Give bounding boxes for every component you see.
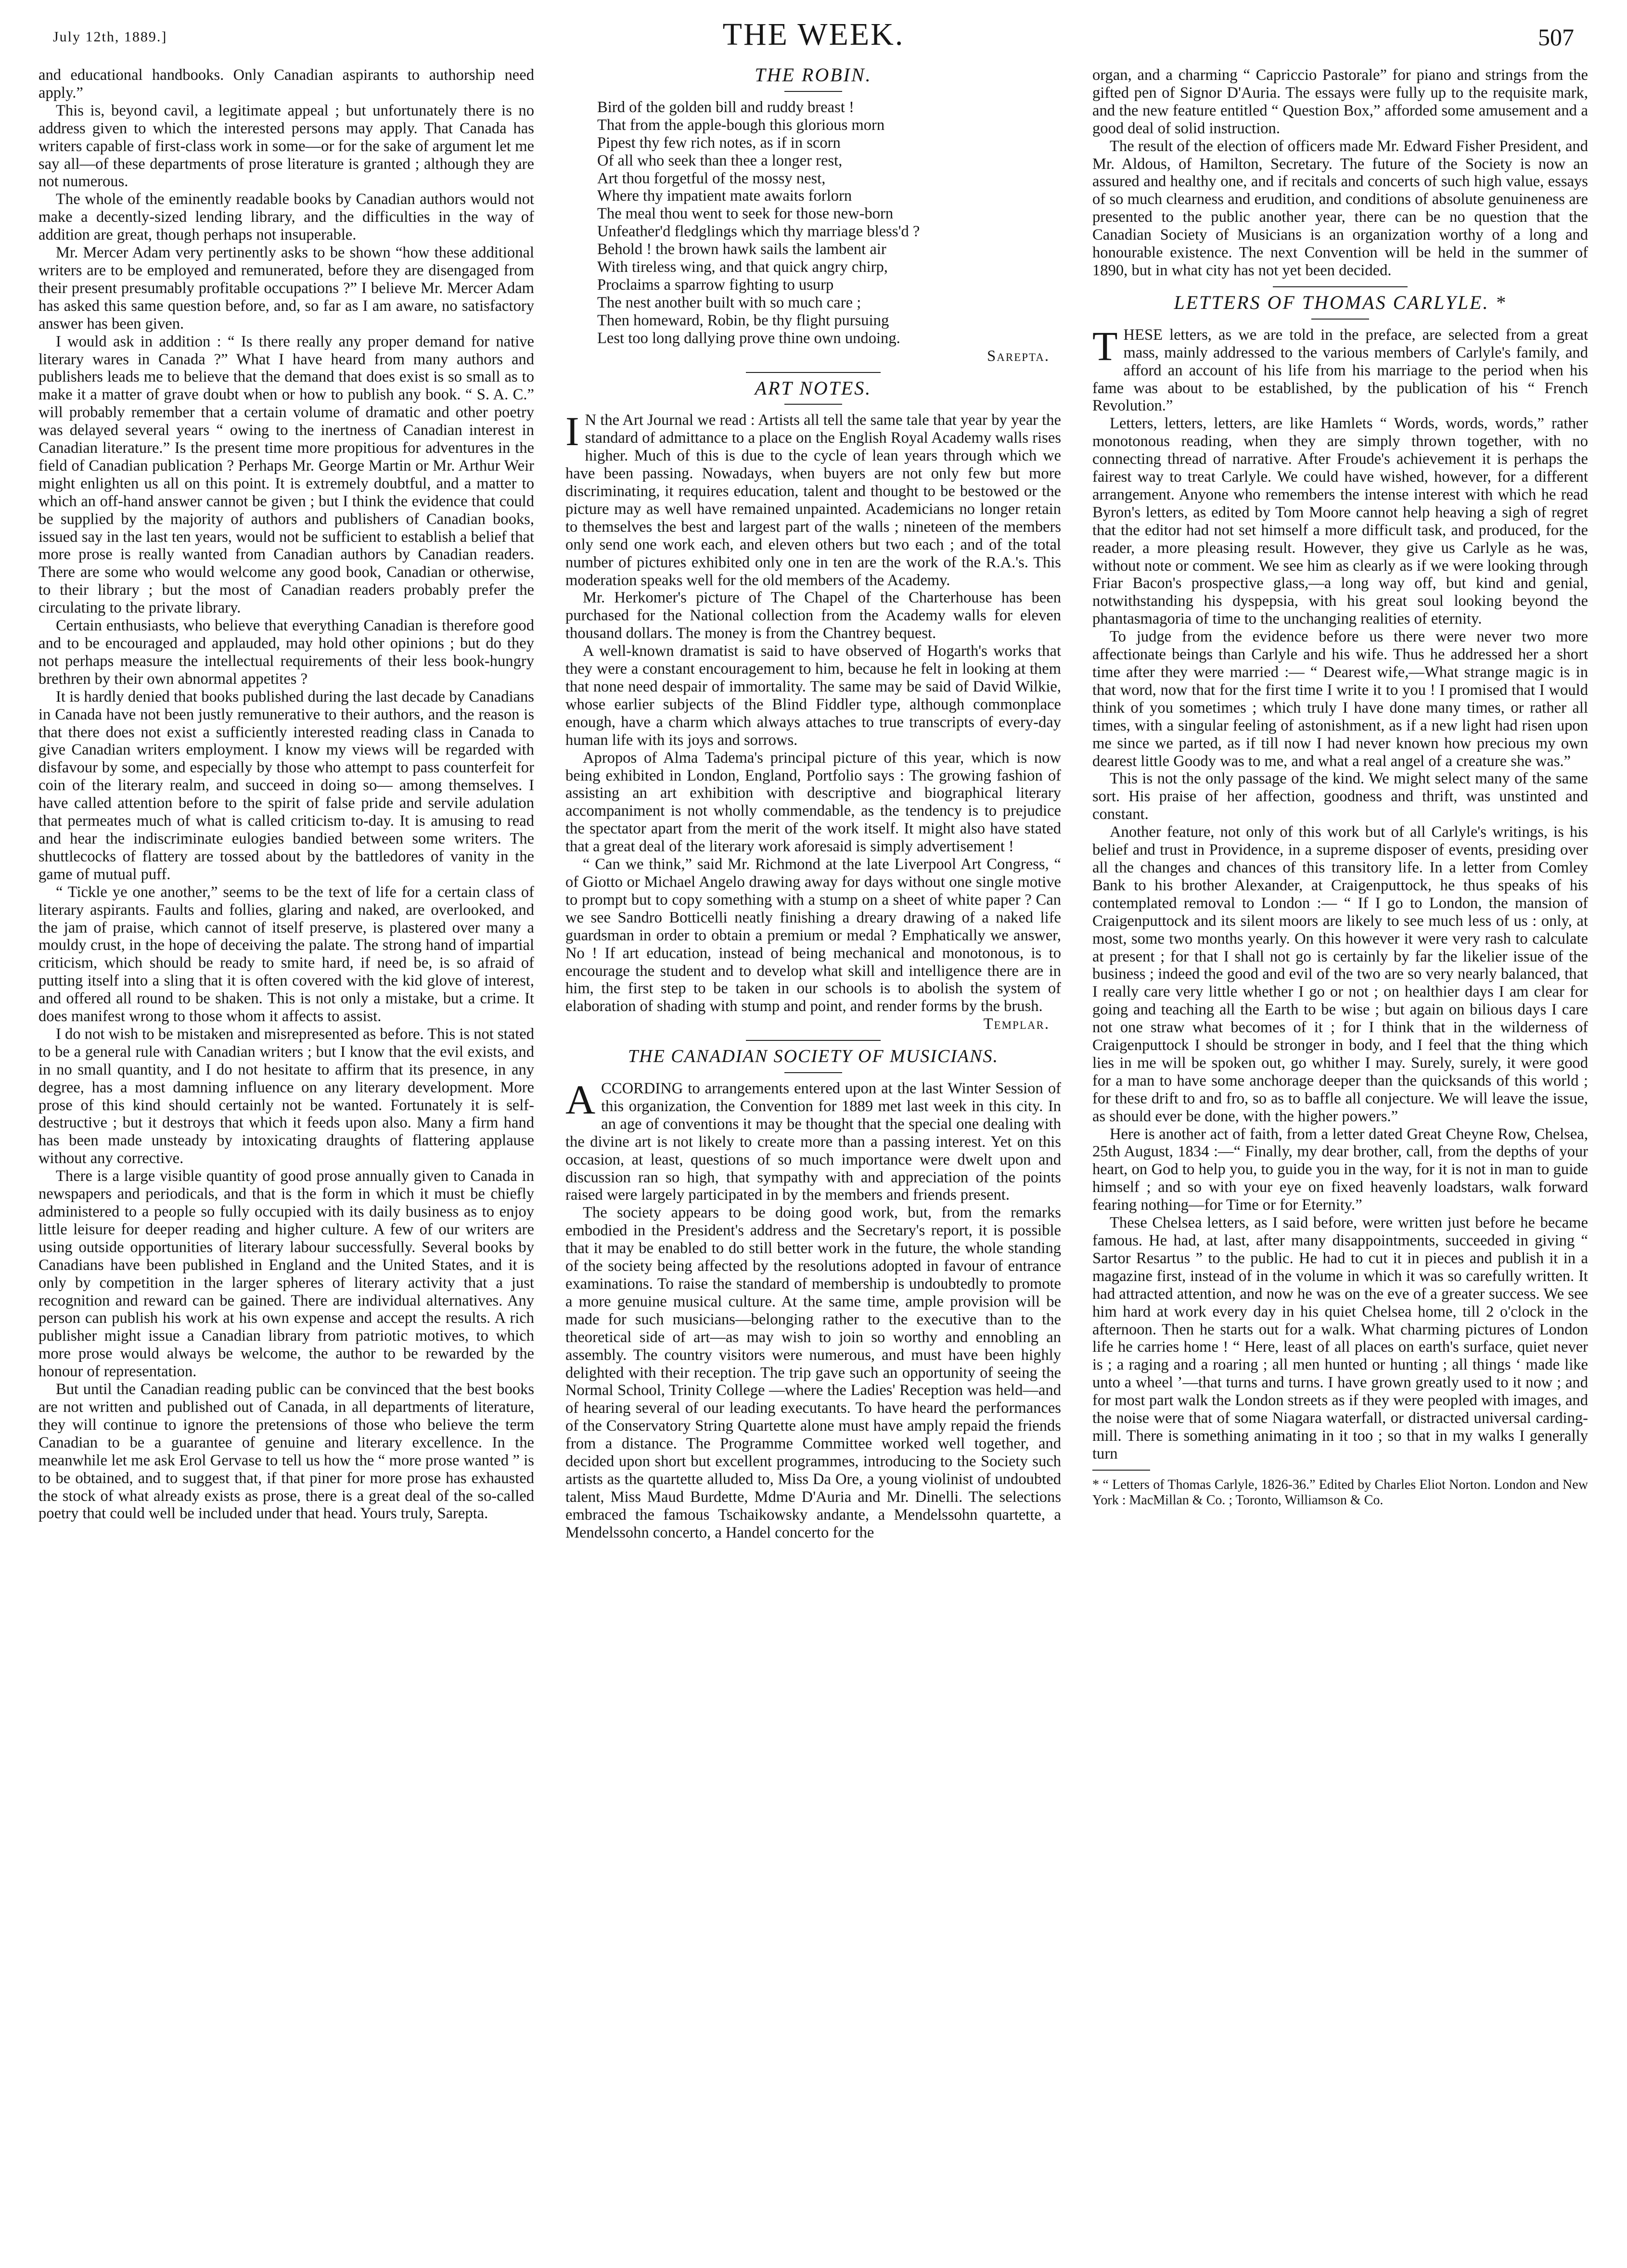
article-paragraph: and educational handbooks. Only Canadian aspirants to authorship need apply.” (38, 66, 534, 102)
title-rule (1311, 319, 1369, 320)
society-title: THE CANADIAN SOCIETY OF MUSICIANS. (628, 1046, 999, 1067)
article-paragraph: This is, beyond cavil, a legitimate appeal ; but unfortunately there is no address given to which the interested persons may apply. That Canada has writers capable of first-class work in some—or for the sake of argument let me say all—of these departments of prose literature is granted ; although they are not numerous. (38, 102, 534, 191)
carlyle-title: LETTERS OF THOMAS CARLYLE. * (1174, 291, 1507, 313)
drop-cap: A (565, 1076, 596, 1123)
page-number: 507 (1538, 24, 1574, 51)
poem-line: Where thy impatient mate awaits forlorn (597, 187, 852, 205)
section-rule (746, 372, 881, 373)
poem-line: Proclaims a sparrow fighting to usurp (597, 276, 834, 294)
title-rule (784, 91, 842, 92)
article-paragraph: Certain enthusiasts, who believe that everything Canadian is therefore good and to be encouraged and applauded, may hold other opinions ; but do they not perhaps measure the intellectual requirements of their less book-hungry brethren by their own abnormal appetites ? (38, 617, 534, 688)
poem-line: That from the apple-bough this glorious morn (597, 116, 885, 134)
poem-line: Lest too long dallying prove thine own undoing. (597, 329, 900, 347)
drop-cap: T (1092, 322, 1118, 369)
poem-title: THE ROBIN. (755, 66, 872, 86)
poem-line: Behold ! the brown hawk sails the lambent air (597, 241, 886, 258)
issue-date: July 12th, 1889.] (53, 29, 167, 45)
poem-line: Bird of the golden bill and ruddy breast ! (597, 98, 854, 116)
article-paragraph: THESE letters, as we are told in the preface, are selected from a great mass, mainly addressed to the various members of Carlyle's family, and afford an account of his life from his marriage to the period when his fame was about to be established, by the publication of his “ French Revolution.” (1092, 322, 1588, 415)
article-paragraph: But until the Canadian reading public can be convinced that the best books are not written and published out of Canada, in all departments of literature, they will continue to ignore the pretensions of those who believe the term Canadian to be a guarantee of genuine and literary excellence. In the meanwhile let me ask Erol Gervase to tell us how the “ more prose wanted ” is to be obtained, and to suggest that, if that piner for more prose has exhausted the stock of what already exists as prose, there is a great deal of the so-called poetry that could well be included under that head. Yours truly, Sarepta. (38, 1381, 534, 1523)
article-paragraph: The whole of the eminently readable books by Canadian authors would not make a decently-sized lending library, and the difficulties in the way of addition are great, though perhaps not insuperable. (38, 191, 534, 244)
article-paragraph: organ, and a charming “ Capriccio Pastorale” for piano and strings from the gifted pen of Signor D'Auria. The essays were fully up to the requisite mark, and the new feature entitled “ Question Box,” afforded some amusement and a good deal of solid instruction. (1092, 66, 1588, 137)
article-paragraph: Here is another act of faith, from a letter dated Great Cheyne Row, Chelsea, 25th August, 1834 :—“ Finally, my dear brother, call, from the depths of your heart, on God to help you, to guide you in the way, for it is not in man to guide himself ; and so with your eye on fixed heavenly loadstars, walk forward fearing nothing—for Time or for Eternity.” (1092, 1125, 1588, 1214)
masthead (38, 13, 1589, 70)
article-paragraph: “ Can we think,” said Mr. Richmond at the late Liverpool Art Congress, “ of Giotto or Michael Angelo drawing away for days without one single motive to prompt but to copy something with a stump on a sheet of white paper ? Can we see Sandro Botticelli neatly finishing a dreary drawing of a naked life guardsman in order to obtain a premium or medal ? Emphatically we answer, No ! If art education, instead of being mechanical and monotonous, is to encourage the student and to develop what skill and intelligence there are in him, the first step to be taken in our schools is to abolish the system of elaboration of shading with stump and point, and render forms by the brush. (565, 856, 1061, 1015)
section-rule (1273, 286, 1408, 287)
article-paragraph: ACCORDING to arrangements entered upon at the last Winter Session of this organization, the Convention for 1889 met last week in this city. In an age of conventions it may be thought that the special one dealing with the divine art is not likely to create more than a passing interest. Yet on this occasion, at least, questions of so much importance were dwelt upon and discussion ran so high, that sympathy with and appreciation of the points raised were largely participated in by the members and friends present. (565, 1076, 1061, 1204)
poem-line: Then homeward, Robin, be thy flight pursuing (597, 311, 889, 329)
article-paragraph: This is not the only passage of the kind. We might select many of the same sort. His praise of her affection, goodness and thrift, was unstinted and constant. (1092, 770, 1588, 823)
poem-line: The meal thou went to seek for those new-born (597, 205, 894, 223)
title-rule (784, 1072, 842, 1073)
footnote: * “ Letters of Thomas Carlyle, 1826-36.” Edited by Charles Eliot Norton. London and New York : MacMillan & Co. ; Toronto, Williamson & Co. (1092, 1477, 1588, 1508)
column-middle (565, 66, 1061, 2246)
article-paragraph: Another feature, not only of this work but of all Carlyle's writings, is his belief and trust in Providence, in a supreme disposer of events, presiding over all the changes and chances of this transitory life. In a letter from Comley Bank to his brother Alexander, at Craigenputtock, he thus speaks of his contemplated removal to London :— “ If I go to London, the mansion of Craigenputtock and its silent moors are likely to see much less of us : only, at most, some two months yearly. On this however it were very rash to calculate at present ; for that I shall not go is certainly by far the likelier issue of the business ; indeed the good and evil of the two are so very nearly balanced, that I really care very little whether I go or not ; on healthier days I am clear for going and teaching all the Earth to be wise ; but again on bilious days I care not one straw what becomes of it ; for I think that in the wilderness of Craigenputtock I should be stronger in body, and I feel that the thing which lies in me will be spoken out, go whither I may. Surely, surely, it were good for a man to have some anchorage deeper than the quicksands of this world ; for these drift to and fro, so as to baffle all conjecture. We will leave the issue, as should ever be done, with the higher powers.” (1092, 823, 1588, 1125)
article-paragraph: I N the Art Journal we read : Artists all tell the same tale that year by year the standard of admittance to a place on the English Royal Academy walls rises higher. Much of this is due to the cycle of lean years through which we have been passing. Nowadays, when buyers are not only few but more discriminating, it requires education, talent and thought to be bestowed or the picture may as well have remained unpainted. Academicians no longer retain to themselves the best and largest part of the walls ; nineteen of the members only send one work each, and eleven others but two each ; and of the total number of pictures exhibited only one in ten are the work of the R.A.'s. This moderation speaks well for the old members of the Academy. (565, 408, 1061, 589)
title-rule (784, 404, 842, 405)
publication-title: THE WEEK. (722, 17, 905, 52)
poem-line: Of all who seek than thee a longer rest, (597, 152, 843, 169)
poem-line: Pipest thy few rich notes, as if in scorn (597, 134, 841, 152)
poem-signature: Sarepta. (987, 347, 1050, 365)
drop-cap: I (565, 408, 579, 455)
footnote-rule (1092, 1470, 1150, 1471)
article-paragraph: Letters, letters, letters, are like Hamlets “ Words, words, words,” rather monotonous reading, when they are simply thrown together, with no connecting thread of narrative. After Froude's achievement it is perhaps the fairest way to treat Carlyle. We could have wished, however, for a different arrangement. Anyone who remembers the intense interest with which he read Byron's letters, as edited by Tom Moore cannot help heaving a sigh of regret that the editor had not set himself a more difficult task, and produced, for the reader, a more pleasing result. However, they give us Carlyle as he was, without note or comment. We see him as clearly as if we were looking through Friar Bacon's prospective glass,—a long way off, but kind and genial, notwithstanding his dyspepsia, with his great soul looking beyond the phantasmagoria of time to the unchanging realities of eternity. (1092, 415, 1588, 628)
art-notes-signature: Templar. (983, 1015, 1050, 1033)
article-paragraph: The society appears to be doing good work, but, from the remarks embodied in the President's address and the Secretary's report, it is possible that it may be enabled to do still better work in the future, the whole standing of the society being affected by the resolutions adopted in favour of entrance examinations. To raise the standard of membership is undoubtedly to promote a more genuine musical culture. At the same time, ample provision will be made for such musicians—belonging rather to the executive than to the theoretical side of art—as may wish to join so worthy and ennobling an assembly. The country visitors were numerous, and must have been highly delighted with their reception. The trip gave such an opportunity of seeing the Normal School, Trinity College —where the Ladies' Reception was held—and of hearing several of our leading executants. To have heard the performances of the Conservatory String Quartette alone must have amply repaid the friends from a distance. The Programme Committee worked well together, and decided upon short but excellent programmes, introducing to the Society such artists as the quartette alluded to, Miss Da Ore, a young violinist of undoubted talent, Miss Maud Burdette, Mdme D'Auria and Mr. Dinelli. The selections embraced the famous Tschaikowsky andante, a Mendelssohn quartette, a Mendelssohn concerto, a Handel concerto for the (565, 1204, 1061, 1541)
poem-line: Art thou forgetful of the mossy nest, (597, 169, 826, 187)
article-paragraph: “ Tickle ye one another,” seems to be the text of life for a certain class of literary aspirants. Faults and follies, glaring and naked, are overlooked, and the jam of praise, which cannot of itself preserve, is plastered over many a mouldy crust, in the hope of deceiving the palate. The strong hand of impartial criticism, which should be ready to smite hard, if need be, is so afraid of putting itself into a sling that it is often covered with the kid glove of interest, and offered all round to be shaken. This is not only a mistake, but a crime. It does manifest wrong to those whom it affects to assist. (38, 883, 534, 1025)
poem-line: With tireless wing, and that quick angry chirp, (597, 258, 888, 276)
article-paragraph: Mr. Mercer Adam very pertinently asks to be shown “how these additional writers are to be employed and remunerated, before they are disengaged from their present presumably profitable occupations ?” I believe Mr. Mercer Adam has asked this same question before, and, so far as I am aware, no satisfactory answer has been given. (38, 244, 534, 333)
section-rule (746, 1040, 881, 1041)
article-paragraph: Mr. Herkomer's picture of The Chapel of the Charterhouse has been purchased for the National collection from the Academy walls for eleven thousand dollars. The money is from the Chantrey bequest. (565, 589, 1061, 642)
article-paragraph: There is a large visible quantity of good prose annually given to Canada in newspapers and periodicals, and that is the form in which it must be chiefly administered to a people so fully occupied with its daily business as to enjoy little leisure for deeper reading and higher culture. A few of our writers are using outside opportunities of literary labour successfully. Several books by Canadians have been published in England and the United States, and it is only by competition in the larger spheres of literary activity that a just recognition and reward can be gained. There are individual alternatives. Any person can publish his work at his own expense and accept the results. A rich publisher might issue a Canadian library from patriotic motives, to which more prose would always be welcome, the author to be rewarded by the honour of representation. (38, 1167, 534, 1381)
poem-line: Unfeather'd fledglings which thy marriage bless'd ? (597, 223, 920, 241)
art-notes-title: ART NOTES. (755, 377, 872, 399)
article-paragraph: To judge from the evidence before us there were never two more affectionate beings than Carlyle and his wife. Thus he addressed her a short time after they were married :— “ Dearest wife,—What strange magic is in that word, now that for the first time I write it to you ! I promised that I would think of you sometimes ; which truly I have done many times, or rather all times, with a singular feeling of astonishment, as if a new light had risen upon me since we parted, as if till now I had never known how precious my own dearest little Goody was to me, and what a real angel of a creature she was.” (1092, 628, 1588, 770)
article-paragraph: These Chelsea letters, as I said before, were written just before he became famous. He had, at last, after many disappointments, succeeded in giving “ Sartor Resartus ” to the public. He had to cut it in pieces and publish it in a magazine first, instead of in the volume in which it was so carefully written. It had attracted attention, and now he was on the eve of a greater success. We see him hard at work every day in his quiet Chelsea home, till 2 o'clock in the afternoon. Then he starts out for a walk. What charming pictures of London life he carries home ! “ Here, least of all places on earth's surface, quiet never is ; a raging and a roaring ; all men hunted or hunting ; all things ‘ made like unto a wheel ’—that turns and turns. I have grown greatly used to it now ; and for most part walk the London streets as if they were peopled with images, and the noise were that of some Niagara waterfall, or distracted universal carding-mill. There is something animating in it too ; so that in my walks I generally turn (1092, 1214, 1588, 1462)
poem-body (565, 99, 1061, 347)
article-paragraph: I would ask in addition : “ Is there really any proper demand for native literary wares in Canada ?” What I have heard from many authors and publishers leads me to believe that the demand that does exist is so small as to make it a matter of grave doubt when or how to publish any book. “ S. A. C.” will probably remember that a certain volume of dramatic and other poetry was delayed several years “ owing to the inertness of Canadian interest in Canadian literature.” Is the present time more propitious for adventures in the field of Canadian publication ? Perhaps Mr. George Martin or Mr. Arthur Weir might enlighten us all on this point. It is extremely doubtful, and a matter to which an off-hand answer cannot be given ; but I think the evidence that could be supplied by the majority of authors and publishers of Canadian books, issued say in the last ten years, would not be sufficient to establish a belief that more prose is really wanted from Canadian authors by Canadian readers. There are some who would welcome any good book, Canadian or otherwise, to their library ; but the most of Canadian readers probably prefer the circulating to the private library. (38, 333, 534, 617)
column-left (38, 66, 534, 2246)
poem-line: The nest another built with so much care ; (597, 294, 861, 311)
article-paragraph: A well-known dramatist is said to have observed of Hogarth's works that they were a constant encouragement to him, because he felt in looking at them that none need despair of immortality. The same may be said of David Wilkie, whose earlier subjects of the Blind Fiddler type, although commonplace enough, have a charm which always attaches to true transcripts of every-day human life with its joys and sorrows. (565, 642, 1061, 749)
article-paragraph: The result of the election of officers made Mr. Edward Fisher President, and Mr. Aldous, of Hamilton, Secretary. The future of the Society is now an assured and healthy one, and if recitals and concerts of such high value, essays of so much clearness and erudition, and conditions of absolute genuineness are presented to the public another year, there can be no question that the Canadian Society of Musicians is an organization worthy of a long and honourable existence. The next Convention will be held in the summer of 1890, but in what city has not yet been decided. (1092, 137, 1588, 279)
article-paragraph: Apropos of Alma Tadema's principal picture of this year, which is now being exhibited in London, England, Portfolio says : The growing fashion of assisting an art exhibition with descriptive and biographical literary accompaniment is not wholly commendable, as the tendency is to prejudice the spectator apart from the merit of the work itself. It might also have stated that a great deal of the literary work aforesaid is simply advertisement ! (565, 749, 1061, 856)
article-paragraph: I do not wish to be mistaken and misrepresented as before. This is not stated to be a general rule with Canadian writers ; but I know that the evil exists, and in no small quantity, and I do not hesitate to affirm that its presence, in any degree, has a most damning influence on any literary development. More prose of this kind should certainly not be wanted. Fortunately it is self-destructive ; but it destroys that which it feeds upon also. Many a firm hand has been made unsteady by intoxicating draughts of flattering applause without any corrective. (38, 1025, 534, 1167)
column-right (1092, 66, 1588, 2246)
article-paragraph: It is hardly denied that books published during the last decade by Canadians in Canada have not been justly remunerative to their authors, and the reason is that there does not exist a sufficiently interested reading class in Canada to give Canadian writers employment. I know my views will be regarded with disfavour by some, and especially by those who attempt to pass counterfeit for coin of the literary realm, and succeed in doing so— among themselves. I have called attention before to the spirit of false pride and servile adulation that permeates much of what is called criticism to-day. It is amusing to read and hear the indiscriminate eulogies bandied between some writers. The shuttlecocks of flattery are tossed about by the battledores of vanity in the game of mutual puff. (38, 688, 534, 883)
